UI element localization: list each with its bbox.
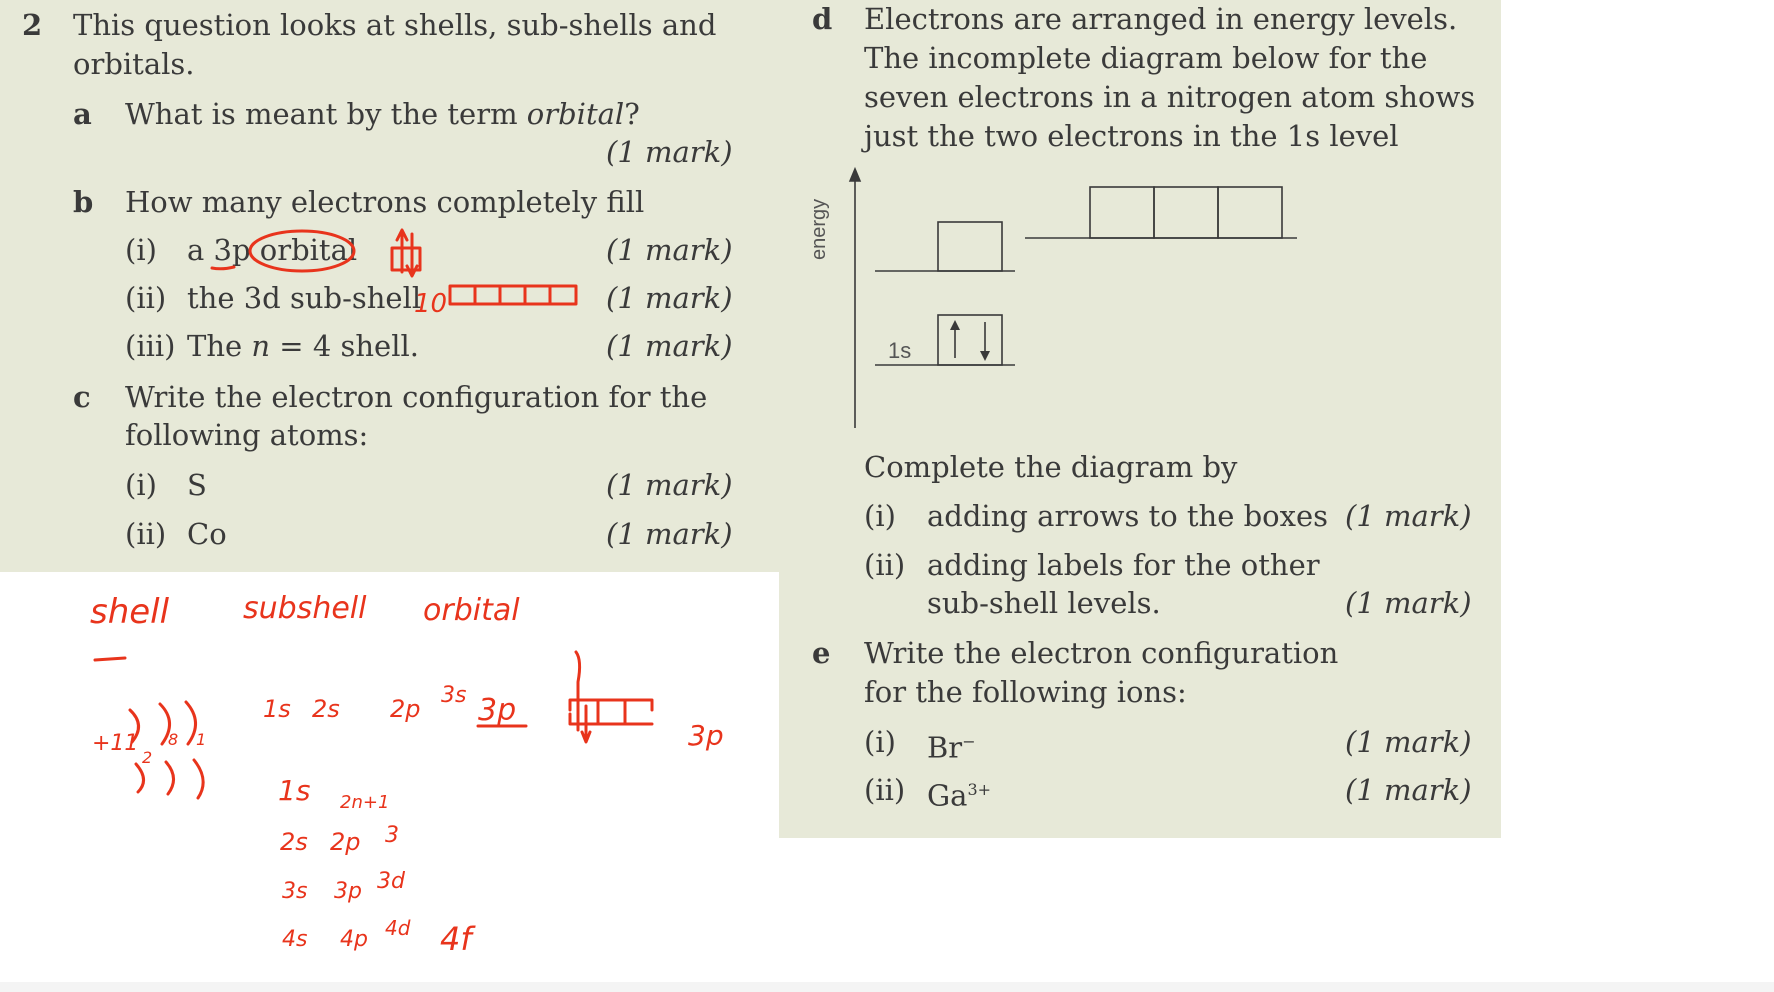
part-a-letter: a (73, 97, 92, 131)
part-b-i-mark: ( 1 mark ) (606, 233, 733, 267)
part-e-ii-num: (ii) (864, 773, 906, 807)
question-number: 2 (22, 8, 43, 42)
part-c-i-text: S (187, 468, 207, 502)
part-d-ii-line1: adding labels for the other (927, 548, 1320, 582)
col-shell-label: shell (90, 592, 170, 632)
shell-count-2: 8 (168, 730, 179, 749)
part-b-iii-text: The n = 4 shell. (187, 329, 419, 363)
row1-2s: 2s (312, 695, 340, 723)
part-d-i-mark: ( 1 mark ) (1345, 499, 1472, 533)
list-2p-count: 3 (385, 823, 399, 848)
part-e-line2: for the following ions: (864, 675, 1187, 709)
part-d-ii-line2: sub-shell levels. (927, 586, 1161, 620)
part-a-question: What is meant by the term orbital? (125, 97, 640, 131)
part-d-complete: Complete the diagram by (864, 450, 1238, 484)
row1-2p: 2p (390, 695, 421, 723)
list-2s: 2s (280, 828, 308, 856)
filled-orbital-sketch (392, 230, 420, 276)
part-a-mark: ( 1 mark ) (606, 135, 733, 169)
shell-count-3: 1 (196, 730, 207, 749)
part-d-ii-num: (ii) (864, 548, 906, 582)
list-3p: 3p (334, 879, 362, 904)
part-e-ii-text: $Ga^{3+}$ (927, 778, 992, 813)
list-2p: 2p (330, 828, 361, 856)
bottom-strip (0, 982, 1774, 992)
part-e-ii-mark: ( 1 mark ) (1345, 773, 1472, 807)
part-b-ii-num: (ii) (125, 281, 167, 315)
list-4p: 4p (340, 927, 368, 952)
part-c-i-num: (i) (125, 468, 157, 502)
part-b-i-text: a 3p orbital (187, 233, 358, 267)
side-3p-label: 3p (688, 719, 724, 752)
part-e-i-text: Br− (927, 730, 976, 765)
list-3d: 3d (377, 869, 405, 894)
part-d-i-text: adding arrows to the boxes (927, 499, 1329, 533)
part-c-letter: c (73, 380, 91, 414)
underline-3p-mark (212, 267, 234, 269)
part-e-i-mark: ( 1 mark ) (1345, 725, 1472, 759)
part-e-letter: e (812, 636, 831, 670)
part-b-i-num: (i) (125, 233, 157, 267)
shell-arcs-top (130, 702, 196, 744)
part-b-ii-mark: ( 1 mark ) (606, 281, 733, 315)
part-c-ii-text: Co (187, 517, 227, 551)
part-d-line2: The incomplete diagram below for the (864, 41, 1428, 75)
part-d-line4: just the two electrons in the 1s level (864, 119, 1399, 153)
list-1s: 1s (278, 774, 311, 807)
list-4s: 4s (282, 927, 308, 952)
row1-3s: 3s (441, 683, 467, 708)
part-c-ii-mark: ( 1 mark ) (606, 517, 733, 551)
col-orbital-label: orbital (423, 593, 520, 628)
3p-orbitals-sketch (570, 652, 652, 742)
formula-2n1: 2n+1 (340, 792, 390, 813)
list-4d: 4d (385, 916, 411, 940)
row1-3p: 3p (478, 693, 517, 728)
shell-count-1: 2 (142, 748, 153, 767)
part-d-line3: seven electrons in a nitrogen atom shows (864, 80, 1476, 114)
list-4f: 4f (440, 920, 472, 958)
part-d-letter: d (812, 2, 833, 36)
part-c-i-mark: ( 1 mark ) (606, 468, 733, 502)
answer-3d-count: 10 (414, 289, 448, 319)
part-d-i-num: (i) (864, 499, 896, 533)
part-b-letter: b (73, 185, 94, 219)
part-b-ii-text: the 3d sub-shell (187, 281, 422, 315)
part-e-i-num: (i) (864, 725, 896, 759)
question-intro-line1: This question looks at shells, sub-shells and (73, 8, 717, 42)
part-d-line1: Electrons are arranged in energy levels. (864, 2, 1458, 36)
part-d-ii-mark: ( 1 mark ) (1345, 586, 1472, 620)
question-intro-line2: orbitals. (73, 47, 195, 81)
part-c-ii-num: (ii) (125, 517, 167, 551)
shell-underline-dash (95, 658, 125, 660)
part-c-line2: following atoms: (125, 418, 369, 452)
part-b-question: How many electrons completely fill (125, 185, 645, 219)
part-b-iii-num: (iii) (125, 329, 176, 363)
list-3s: 3s (282, 879, 308, 904)
energy-axis-label: energy (808, 198, 830, 260)
part-b-iii-mark: ( 1 mark ) (606, 329, 733, 363)
col-subshell-label: subshell (243, 591, 367, 626)
circle-orbital-mark (250, 231, 354, 271)
part-e-line1: Write the electron configuration (864, 636, 1339, 670)
part-c-line1: Write the electron configuration for the (125, 380, 708, 414)
level-1s-label: 1s (888, 338, 912, 363)
atom-nucleus-label: +11 (92, 731, 139, 756)
row1-1s: 1s (263, 695, 291, 723)
3d-five-boxes-sketch (450, 286, 576, 304)
